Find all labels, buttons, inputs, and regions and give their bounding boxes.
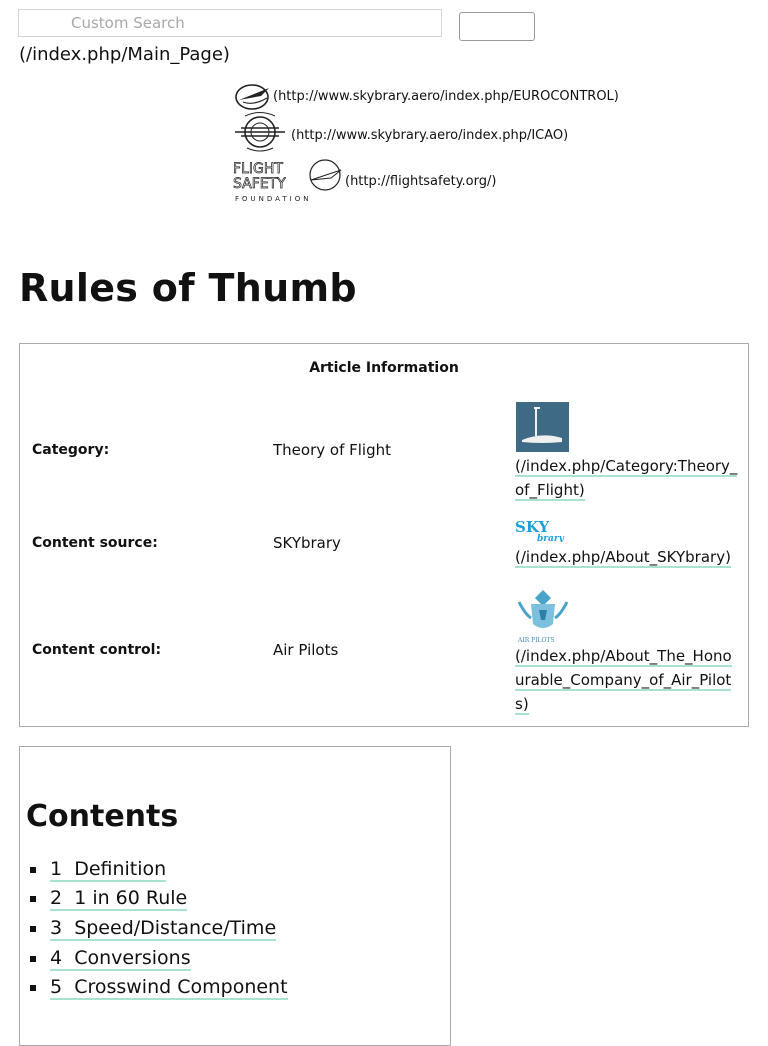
flight-safety-link[interactable]: (http://flightsafety.org/) xyxy=(345,173,497,189)
toc-item xyxy=(30,855,288,885)
toc-item xyxy=(30,973,288,1003)
article-information-box xyxy=(19,343,749,727)
toc-link-conversions[interactable]: 4 Conversions xyxy=(50,946,191,969)
eurocontrol-partner[interactable] xyxy=(233,80,619,112)
main-page-link[interactable]: (/index.php/Main_Page) xyxy=(19,44,230,65)
skybrary-logo-icon[interactable] xyxy=(515,518,571,542)
content-source-value: SKYbrary xyxy=(273,534,341,552)
eurocontrol-link[interactable]: (http://www.skybrary.aero/index.php/EUROCONTROL) xyxy=(273,88,619,104)
bullet-icon xyxy=(30,867,36,873)
page-title: Rules of Thumb xyxy=(19,266,357,310)
content-control-label: Content control: xyxy=(32,642,162,658)
content-source-label: Content source: xyxy=(32,535,158,551)
toc-link-definition[interactable]: 1 Definition xyxy=(50,857,167,880)
table-of-contents xyxy=(19,746,451,1046)
theory-of-flight-category-icon[interactable] xyxy=(516,402,569,452)
eurocontrol-logo-icon xyxy=(233,80,273,112)
content-control-value: Air Pilots xyxy=(273,641,339,659)
search-button[interactable] xyxy=(459,12,535,41)
contents-title: Contents xyxy=(26,799,179,834)
contents-list xyxy=(30,855,288,1003)
flight-safety-partner[interactable] xyxy=(233,158,496,204)
icao-logo-icon xyxy=(233,110,291,154)
bullet-icon xyxy=(30,956,36,962)
logo-text: AIR PILOTS xyxy=(518,637,555,644)
toc-item xyxy=(30,944,288,974)
logo-text: SAFETY xyxy=(233,176,286,192)
icao-partner[interactable] xyxy=(233,116,568,154)
search-input[interactable] xyxy=(18,9,442,37)
flight-safety-foundation-logo-icon xyxy=(233,158,345,204)
content-source-link[interactable]: (/index.php/About_SKYbrary) xyxy=(515,548,731,566)
logo-text: FLIGHT xyxy=(233,161,283,177)
bullet-icon xyxy=(30,896,36,902)
icao-link[interactable]: (http://www.skybrary.aero/index.php/ICAO) xyxy=(291,127,569,143)
air-pilots-crest-icon[interactable] xyxy=(515,586,571,644)
logo-text: brary xyxy=(537,534,564,542)
bullet-icon xyxy=(30,926,36,932)
toc-item xyxy=(30,914,288,944)
bullet-icon xyxy=(30,985,36,991)
category-value: Theory of Flight xyxy=(273,441,391,459)
toc-link-1-in-60-rule[interactable]: 2 1 in 60 Rule xyxy=(50,887,188,910)
category-label: Category: xyxy=(32,442,110,458)
content-control-link[interactable]: (/index.php/About_The_Honourable_Company_of_Air_Pilots) xyxy=(515,647,732,713)
category-link[interactable]: (/index.php/Category:Theory_of_Flight) xyxy=(515,457,738,499)
logo-text: FOUNDATION xyxy=(235,195,312,203)
logo-text: SKY xyxy=(515,518,550,536)
toc-item xyxy=(30,885,288,915)
toc-link-speed-distance-time[interactable]: 3 Speed/Distance/Time xyxy=(50,916,277,939)
article-information-header: Article Information xyxy=(309,360,459,376)
toc-link-crosswind-component[interactable]: 5 Crosswind Component xyxy=(50,976,288,999)
